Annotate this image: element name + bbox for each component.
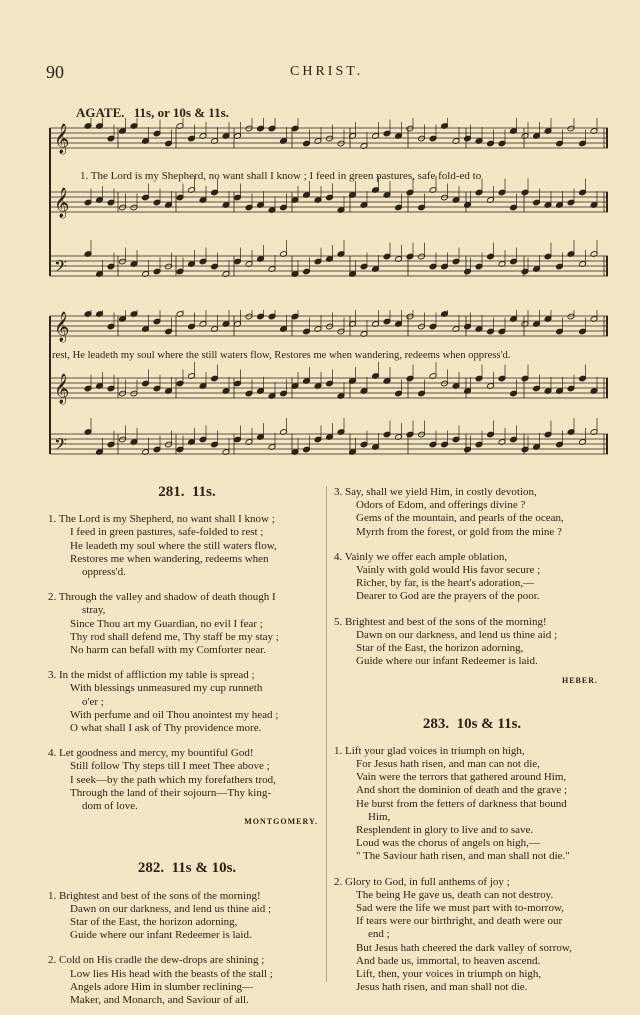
hymn-283-heading: 283. 10s & 11s.	[422, 715, 522, 732]
treble-clef-icon: 𝄞	[54, 312, 70, 342]
hymn-282-stanza-2: 2. Cold on His cradle the dew-drops are shining ; Low lies His head with the beasts of the stall ; Angels adore Him in slumber reclining— Maker, and Monarch, and Saviour of all.	[48, 954, 273, 1007]
hymn-281-stanza-1: 1. The Lord is my Shepherd, no want shall I know ; I feed in green pastures, safe-folded to rest ; He leadeth my soul where the still waters flow, Restores me when wandering, redeems when oppress'd.	[48, 513, 277, 579]
system-1-staff-3	[50, 240, 608, 280]
column-divider	[326, 486, 327, 982]
score-system-2	[48, 310, 610, 470]
hymn-282-stanza-5: 5. Brightest and best of the sons of the morning! Dawn on our darkness, and lend us thine aid ; Star of the East, the horizon adorning, Guide where our infant Redeemer is laid.	[334, 615, 558, 668]
hymn-282-heading: 282. 11s & 10s.	[137, 860, 237, 877]
score-lyric-line-1: 1. The Lord is my Shepherd, no want shall I know ; I feed in green pastures, safe fold-ed to	[80, 170, 482, 182]
hymn-281-stanza-2: 2. Through the valley and shadow of death though I stray, Since Thou art my Guardian, no evil I fear ; Thy rod shall defend me, Thy staff be my stay ; No harm can befall with my Comforter near.	[48, 591, 279, 657]
score-system-1	[48, 118, 610, 298]
hymn-282-stanza-1: 1. Brightest and best of the sons of the morning! Dawn on our darkness, and lend us thine aid ; Star of the East, the horizon adorning, Guide where our infant Redeemer is laid.	[48, 889, 272, 942]
score-lyric-line-2: rest, He leadeth my soul where the still waters flow, Restores me when wandering, redeems when oppress'd.	[52, 350, 511, 361]
running-title: CHRIST.	[290, 64, 364, 79]
system-2-staff-1	[50, 310, 608, 343]
tune-meter: 11s, or 10s & 11s.	[133, 105, 229, 120]
system-1-staff-2	[50, 176, 608, 219]
treble-clef-icon: 𝄞	[54, 188, 70, 218]
treble-clef-icon: 𝄞	[54, 374, 70, 404]
treble-clef-icon: 𝄞	[54, 124, 70, 154]
bass-clef-icon: 𝄢	[54, 256, 67, 280]
hymn-283-stanza-2: 2. Glory to God, in full anthems of joy ; The being He gave us, death can not destroy. Sad were the life we must part with to-morrow, If tears were our birthright, and death were our end ; But Jesus hath cheered the dark valley of sorrow, And bade us, immortal, to heaven ascend. Lift, then, your voices in triumph on high, Jesus hath risen, and man shall not die.	[334, 875, 572, 994]
hymn-282-stanza-3: 3. Say, shall we yield Him, in costly devotion, Odors of Edom, and offerings divine ? Gems of the mountain, and pearls of the ocean, Myrrh from the forest, or gold from the mine ?	[334, 486, 564, 538]
hymn-281-stanza-3: 3. In the midst of affliction my table is spread ; With blessings unmeasured my cup runneth o'er ; With perfume and oil Thou anointest my head ; O what shall I ask of Thy providence more.	[48, 669, 279, 735]
tune-name: AGATE.	[76, 105, 125, 120]
hymn-281-stanza-4: 4. Let goodness and mercy, my bountiful God! Still follow Thy steps till I meet Thee above ; I seek—by the path which my forefathers trod, Through the land of their sojourn—Thy king- dom of love.	[48, 747, 276, 813]
left-column	[48, 486, 326, 1007]
running-head	[0, 62, 640, 84]
hymn-281-heading: 281. 11s.	[158, 484, 216, 500]
hymn-282-stanza-4: 4. Vainly we offer each ample oblation, Vainly with gold would His favor secure ; Richer, by far, is the heart's adoration,— Dearer to God are the prayers of the poor.	[334, 550, 541, 603]
hymn-283-stanza-1: 1. Lift your glad voices in triumph on high, For Jesus hath risen, and man can not die, Vain were the terrors that gathered around Him, And short the dominion of death and the grave ; He burst from the fetters of darkness that bound Him, Resplendent in glory to live and to save. Loud was the chorus of angels on high,— " The Saviour hath risen, and man shall not die."	[334, 744, 570, 863]
hymn-281-author: MONTGOMERY.	[244, 817, 318, 827]
page-number: 90	[46, 62, 64, 82]
system-1-staff-1	[50, 118, 608, 155]
music-staves-system-1	[48, 118, 610, 298]
hymn-282-author: HEBER.	[561, 676, 598, 686]
system-2-staff-3	[50, 418, 608, 458]
bass-clef-icon: 𝄢	[54, 434, 67, 458]
right-column	[334, 486, 610, 995]
music-staves-system-2	[48, 310, 610, 470]
system-2-staff-2	[50, 362, 608, 405]
